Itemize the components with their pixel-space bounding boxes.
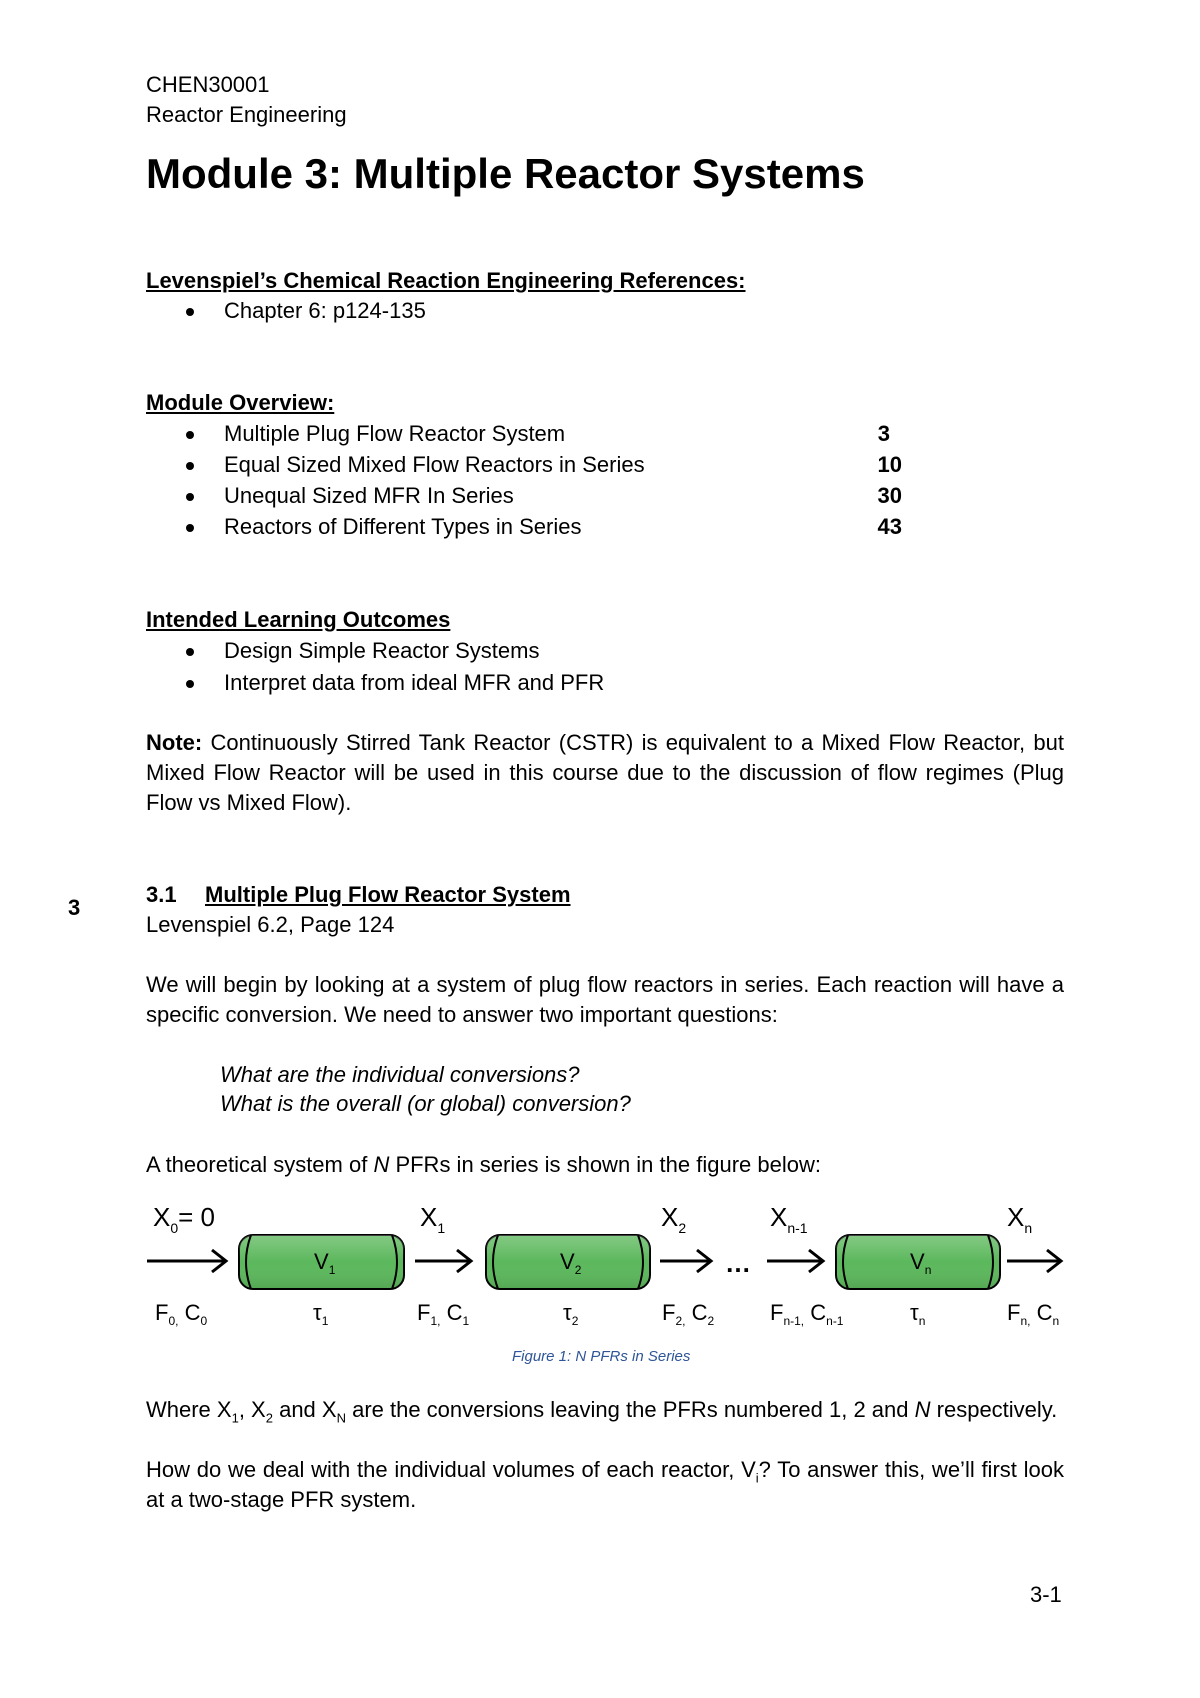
course-code: CHEN30001 — [146, 72, 270, 97]
bullet-icon — [186, 524, 194, 532]
text-run: How do we deal with the individual volumes of each reactor, V — [146, 1457, 756, 1482]
subscript: 2 — [265, 1410, 273, 1426]
text-run: ? To answer this, we’ll first look at a two-stage PFR system. — [146, 1457, 1064, 1512]
outcome-item-label: Interpret data from ideal MFR and PFR — [224, 670, 605, 695]
section-number: 3.1 — [146, 882, 177, 907]
references-heading: Levenspiel’s Chemical Reaction Engineering References: — [146, 268, 746, 293]
volumes-paragraph — [146, 1455, 1064, 1515]
course-name: Reactor Engineering — [146, 102, 347, 127]
bullet-icon — [186, 431, 194, 439]
overview-item-label: Equal Sized Mixed Flow Reactors in Series — [224, 452, 645, 477]
overview-item-label: Multiple Plug Flow Reactor System — [224, 421, 566, 446]
intro-paragraph: We will begin by looking at a system of plug flow reactors in series. Each reaction will have a specific conversion. We need to answer two important questions: — [146, 972, 1064, 1027]
subscript: i — [755, 1470, 759, 1486]
reactor-volume-label: $V_2$ — [560, 1249, 582, 1277]
overview-item-page: 43 — [877, 514, 902, 539]
stream-label: $F_{0,}$ $C_0$ — [155, 1300, 208, 1328]
note-paragraph — [146, 728, 1064, 818]
page-number: 3-1 — [1030, 1582, 1062, 1607]
text-run: , X — [238, 1397, 266, 1422]
stream-label: $F_{n,}$ $C_n$ — [1007, 1300, 1060, 1328]
figure-intro-n: N — [373, 1152, 390, 1177]
section-reference: Levenspiel 6.2, Page 124 — [146, 912, 395, 937]
figure-intro-post: PFRs in series is shown in the figure below: — [389, 1152, 821, 1177]
conversion-label: $X_n$ — [1007, 1202, 1033, 1236]
ellipsis: … — [725, 1248, 751, 1278]
arrow-icon — [415, 1250, 471, 1272]
section-heading: Multiple Plug Flow Reactor System — [205, 882, 571, 907]
figure-caption: Figure 1: N PFRs in Series — [512, 1348, 691, 1365]
page-title: Module 3: Multiple Reactor Systems — [146, 150, 865, 197]
stream-label: $F_{1,}$ $C_1$ — [417, 1300, 470, 1328]
margin-page-number: 3 — [68, 895, 81, 920]
question-2: What is the overall (or global) conversion? — [220, 1091, 631, 1116]
reactor-volume-label: $V_n$ — [910, 1249, 932, 1277]
text-run: and X — [272, 1397, 337, 1422]
italic-n: N — [914, 1397, 931, 1422]
stream-label: $F_{n-1,}$ $C_{n-1}$ — [770, 1300, 844, 1328]
note-text: Continuously Stirred Tank Reactor (CSTR) is equivalent to a Mixed Flow Reactor, but Mixed Flow Reactor will be used in this course due to the discussion of flow regimes (Plug Flow vs Mixed Flow). — [146, 730, 1064, 815]
overview-item-page: 10 — [877, 452, 902, 477]
outcome-item-label: Design Simple Reactor Systems — [224, 638, 540, 663]
text-run: Where X — [146, 1397, 232, 1422]
subscript: N — [336, 1410, 346, 1426]
arrow-icon — [767, 1250, 823, 1272]
bullet-icon — [186, 493, 194, 501]
text-run: are the conversions leaving the PFRs numbered 1, 2 and — [345, 1397, 915, 1422]
overview-item-page: 30 — [877, 483, 902, 508]
conversion-label: $X_0= 0$ — [153, 1202, 216, 1236]
residence-time-label: $\tau_2$ — [563, 1300, 579, 1328]
overview-heading: Module Overview: — [146, 390, 335, 415]
bullet-icon — [186, 308, 194, 316]
subscript: 1 — [231, 1410, 239, 1426]
residence-time-label: $\tau_n$ — [910, 1300, 926, 1328]
figure-intro — [146, 1150, 821, 1180]
note-label: Note: — [146, 730, 203, 755]
arrow-icon — [147, 1250, 226, 1272]
residence-time-label: $\tau_1$ — [313, 1300, 329, 1328]
bullet-icon — [186, 648, 194, 656]
bullet-icon — [186, 680, 194, 688]
reference-item-label: Chapter 6: p124-135 — [224, 298, 426, 323]
reactor-volume-label: $V_1$ — [314, 1249, 336, 1277]
overview-item-label: Unequal Sized MFR In Series — [224, 483, 514, 508]
arrow-icon — [660, 1250, 711, 1272]
question-1: What are the individual conversions? — [220, 1062, 580, 1087]
overview-item-label: Reactors of Different Types in Series — [224, 514, 582, 539]
text-run: respectively. — [930, 1397, 1058, 1422]
pfr-series-diagram — [0, 1190, 1200, 1350]
arrow-icon — [1007, 1250, 1061, 1272]
conversion-label: $X_{n-1}$ — [770, 1202, 808, 1236]
figure-intro-pre: A theoretical system of — [146, 1152, 374, 1177]
stream-label: $F_{2,}$ $C_2$ — [662, 1300, 715, 1328]
conversions-paragraph — [146, 1395, 1064, 1425]
conversion-label: $X_1$ — [420, 1202, 446, 1236]
bullet-icon — [186, 462, 194, 470]
overview-item-page: 3 — [877, 421, 890, 446]
outcomes-heading: Intended Learning Outcomes — [146, 607, 451, 632]
conversion-label: $X_2$ — [661, 1202, 687, 1236]
